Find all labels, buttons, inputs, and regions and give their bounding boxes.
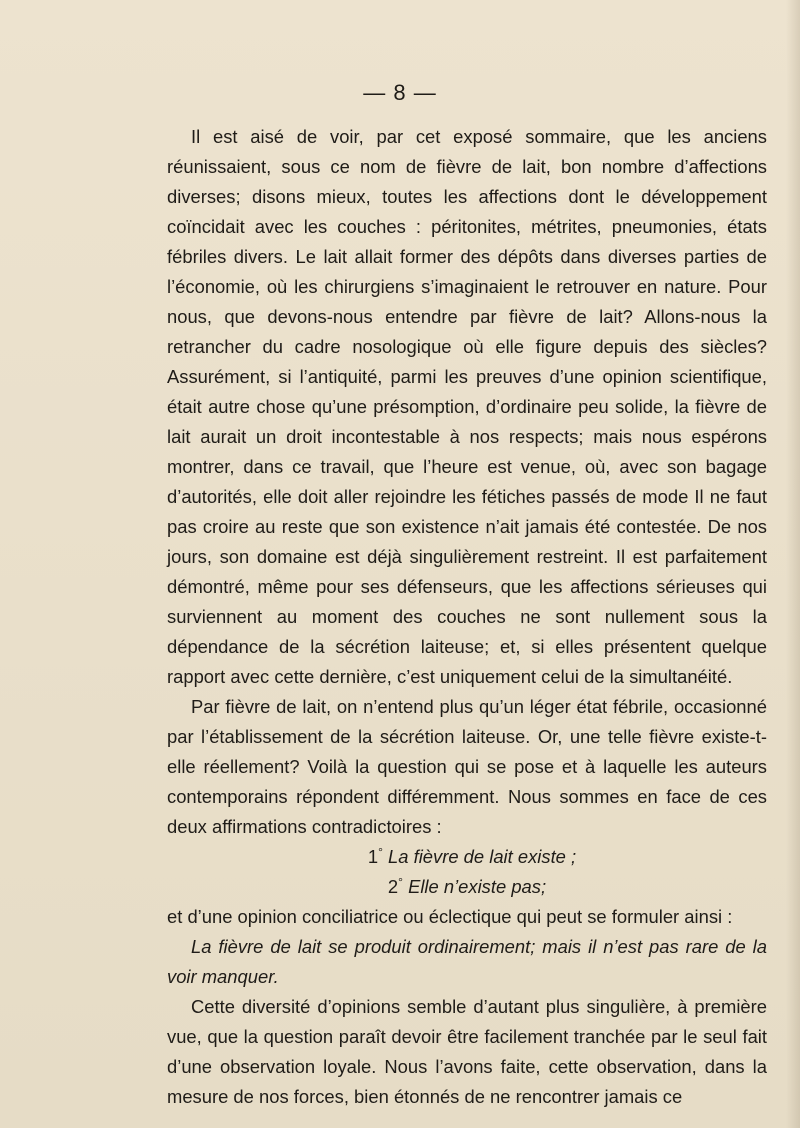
affirmation-2-number: 2 (387, 876, 399, 897)
affirmation-2-text: Elle n’existe pas; (408, 876, 547, 897)
affirmation-1-number: 1 (367, 846, 379, 867)
body-text (167, 122, 767, 1112)
page-number: — 8 — (363, 80, 437, 105)
affirmation-1 (167, 842, 767, 872)
affirmation-1-text: La fièvre de lait existe ; (388, 846, 577, 867)
paragraph-2: Par fièvre de lait, on n’entend plus qu’un léger état fébrile, occasionné par l’établissement de la sécrétion laiteuse. Or, une telle fièvre existe-t-elle réellement? Voilà la question qui se pose et à laquelle les auteurs contemporains répondent différemment. Nous sommes en face de ces deux affirmations contradictoires : (167, 696, 767, 837)
closing-paragraph: Cette diversité d’opinions semble d’autant plus singulière, à première vue, que la question paraît devoir être facilement tranchée par le seul fait d’une observation loyale. Nous l’avons faite, cette observation, dans la mesure de nos forces, bien étonnés de ne rencontrer jamais ce (167, 996, 767, 1107)
affirmation-1-degree: ° (378, 844, 383, 859)
affirmation-2-degree: ° (398, 874, 403, 889)
conciliation-intro: et d’une opinion conciliatrice ou éclectique qui peut se formuler ainsi : (167, 906, 733, 927)
paragraph-1: Il est aisé de voir, par cet exposé sommaire, que les anciens réunissaient, sous ce nom de fièvre de lait, bon nombre d’affections diverses; disons mieux, toutes les affections dont le développement coïncidait avec les couches : péritonites, métrites, pneumonies, états fébriles divers. Le lait allait former des dépôts dans diverses parties de l’économie, où les chirurgiens s’imaginaient le retrouver en nature. Pour nous, que devons-nous entendre par fièvre de lait? Allons-nous la retrancher du cadre nosologique où elle figure depuis des siècles? Assurément, si l’antiquité, parmi les preuves d’une opinion scientifique, était autre chose qu’une présomption, d’ordinaire peu solide, la fièvre de lait aurait un droit incontestable à nos respects; mais nous espérons montrer, dans ce travail, que l’heure est venue, où, avec son bagage d’autorités, elle doit aller rejoindre les fétiches passés de mode Il ne faut pas croire au reste que son existence n’ait jamais été contestée. De nos jours, son domaine est déjà singulièrement restreint. Il est parfaitement démontré, même pour ses défenseurs, que les affections sérieuses qui surviennent au moment des couches ne sont nullement sous la dépendance de la sécrétion laiteuse; et, si elles présentent quelque rapport avec cette dernière, c’est uniquement celui de la simultanéité. (167, 126, 767, 687)
conciliation-quote: La fièvre de lait se produit ordinairement; mais il n’est pas rare de la voir manquer. (167, 936, 767, 987)
affirmation-2 (167, 872, 767, 902)
